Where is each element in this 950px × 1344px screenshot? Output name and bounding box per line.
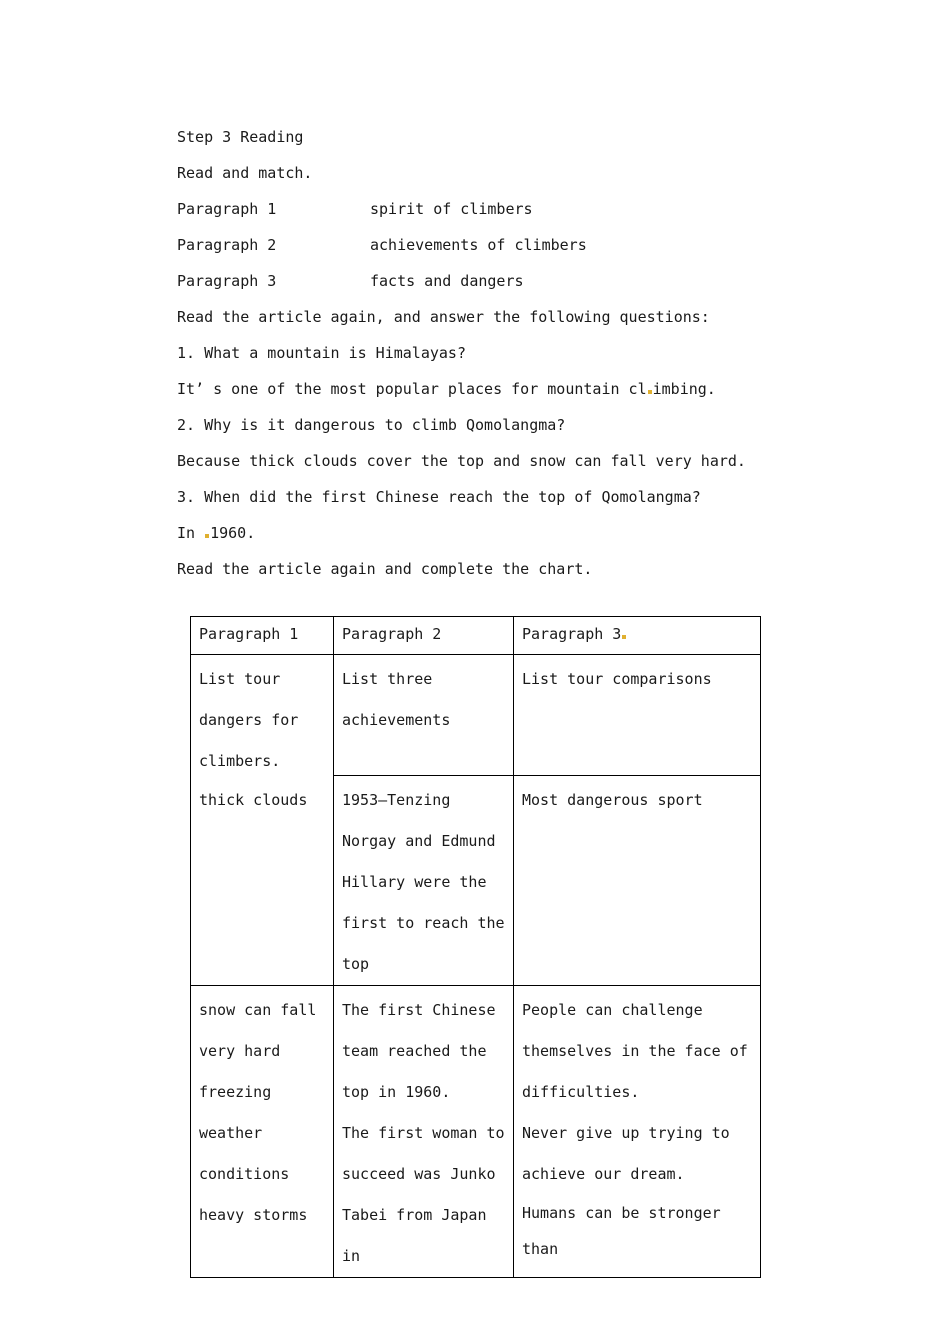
edit-mark-icon [205, 534, 209, 538]
header-cell: Paragraph 2 [334, 617, 514, 655]
answer-1 [177, 379, 716, 399]
spirit-never-give-up: Never give up trying to achieve our dream. [522, 1124, 730, 1183]
chart-instruction: Read the article again and complete the chart. [177, 560, 593, 578]
dangers-cell [191, 655, 334, 986]
achievements-heading-cell: List three achievements [334, 655, 514, 776]
match-left-3: Paragraph 3 [177, 272, 277, 290]
dangers-list-cell: snow can fall very hard freezing weather conditions heavy storms [191, 986, 334, 1278]
table-row [191, 986, 761, 1278]
header-cell [514, 617, 761, 655]
question-2: 2. Why is it dangerous to climb Qomolangma? [177, 416, 566, 434]
paragraph-chart-table [190, 616, 761, 1278]
answer-1-text-b: imbing. [652, 380, 716, 398]
achievement-1960: The first Chinese team reached the top in 1960. [342, 1001, 496, 1101]
dangers-heading: List tour dangers for climbers. [199, 670, 299, 770]
comparison-sport-cell: Most dangerous sport [514, 776, 761, 986]
match-right-2: achievements of climbers [370, 236, 587, 254]
answer-3-text-a: In [177, 524, 205, 542]
table-header-row [191, 617, 761, 655]
edit-mark-icon [648, 390, 652, 394]
answer-3-text-b: 1960. [210, 524, 256, 542]
match-right-3: facts and dangers [370, 272, 524, 290]
achievement-junko: The first woman to succeed was Junko Tabei from Japan in [342, 1124, 505, 1265]
question-3: 3. When did the first Chinese reach the top of Qomolangma? [177, 488, 701, 506]
answer-2: Because thick clouds cover the top and snow can fall very hard. [177, 452, 746, 470]
danger-item: thick clouds [199, 791, 308, 809]
achievement-1953-cell: 1953—Tenzing Norgay and Edmund Hillary were the first to reach the top [334, 776, 514, 986]
edit-mark-icon [622, 635, 626, 639]
header-cell: Paragraph 1 [191, 617, 334, 655]
question-1: 1. What a mountain is Himalayas? [177, 344, 466, 362]
questions-instruction: Read the article again, and answer the following questions: [177, 308, 710, 326]
match-right-1: spirit of climbers [370, 200, 533, 218]
step-heading: Step 3 Reading [177, 128, 304, 146]
spirit-challenge: People can challenge themselves in the face of difficulties. [522, 1001, 748, 1101]
answer-1-text-a: It’ s one of the most popular places for mountain cl [177, 380, 647, 398]
spirit-list-cell [514, 986, 761, 1278]
match-left-2: Paragraph 2 [177, 236, 277, 254]
match-instruction: Read and match. [177, 164, 313, 182]
match-left-1: Paragraph 1 [177, 200, 277, 218]
spirit-stronger: Humans can be stronger than [522, 1204, 721, 1258]
achievements-list-cell [334, 986, 514, 1278]
comparisons-heading-cell: List tour comparisons [514, 655, 761, 776]
answer-3 [177, 523, 255, 543]
header-cell-text: Paragraph 3 [522, 625, 622, 643]
table-row [191, 655, 761, 776]
